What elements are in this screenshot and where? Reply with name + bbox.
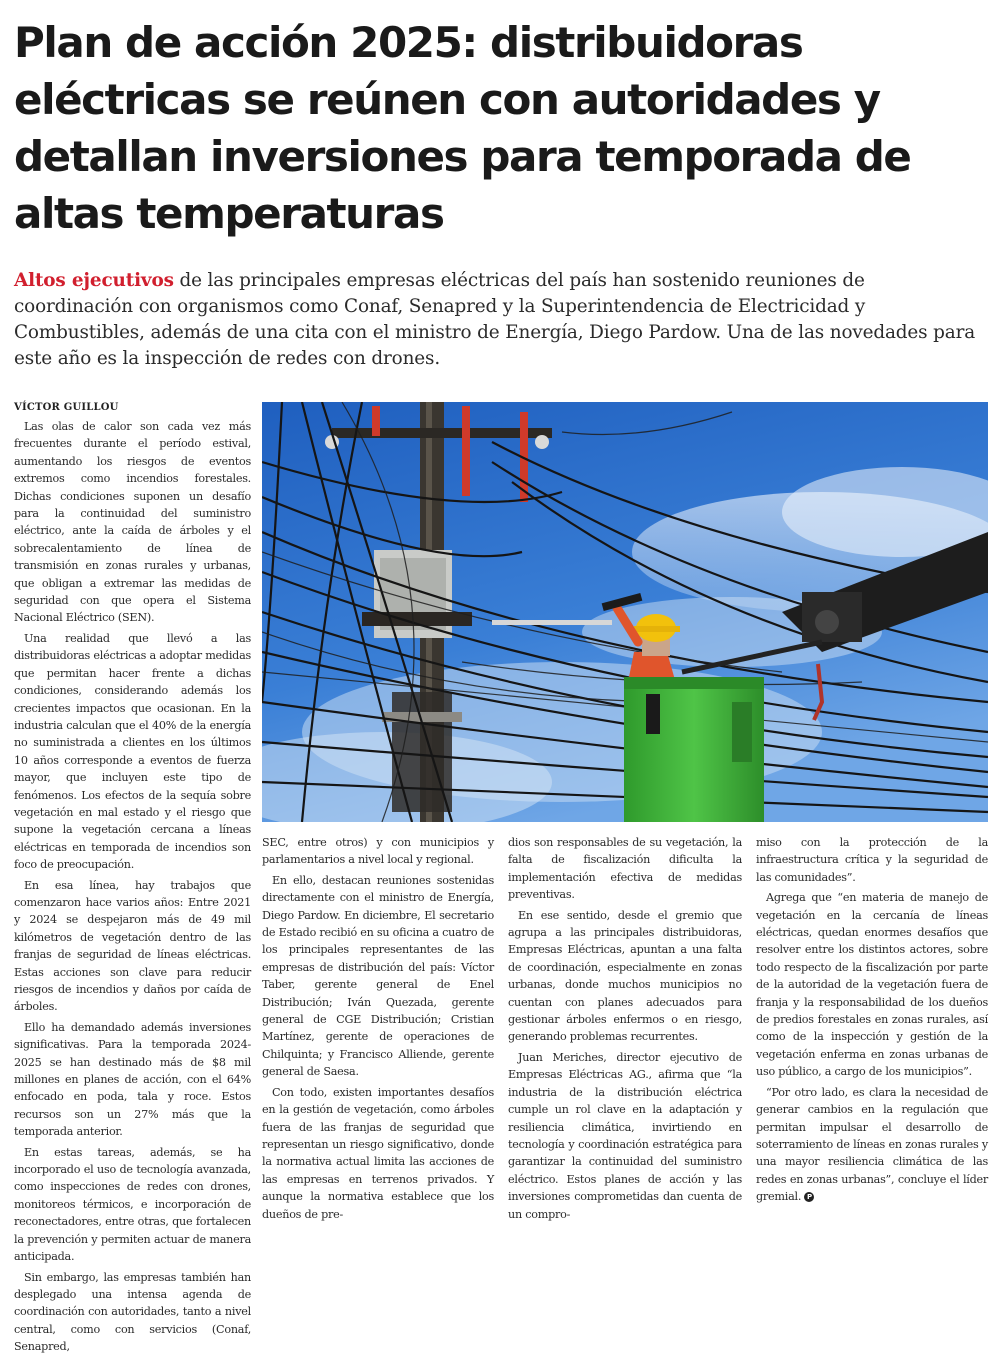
paragraph: Agrega que “en materia de manejo de vegetación en la cercanía de líneas eléctricas, quedan enormes desafíos que resolver entre los distintos actores, sobre todo respecto de la fiscalización por parte de la autoridad de la vegetación fuera de franja y la responsabilidad de los dueños de predios forestales en zonas rurales, así como de la inspección y gestión de la vegetación enferma en zonas urbanas de uso público, a cargo de los municipios”. [756,891,988,1079]
paragraph [756,1084,988,1206]
paragraph: dios son responsables de su vegetación, la falta de fiscalización dificulta la implementación efectiva de medidas preventivas. [508,836,742,902]
paragraph-text: “Por otro lado, es clara la necesidad de generar cambios en la regulación que permitan impulsar el desarrollo de soterramiento de líneas en zonas rurales y una mayor resiliencia climática de las redes en zonas urbanas”, concluye el líder gremial. [756,1085,988,1204]
paragraph: miso con la protección de la infraestructura crítica y la seguridad de las comunidades”. [756,836,988,884]
paragraph: En estas tareas, además, se ha incorporado el uso de tecnología avanzada, como inspecciones de redes con drones, monitoreos térmicos, e incorporación de reconectadores, entre otras, que fortalecen la prevención y permiten actuar de manera anticipada. [14,1145,251,1264]
article-column-2 [262,834,494,1226]
paragraph: Las olas de calor son cada vez más frecuentes durante el período estival, aumentando los riesgos de eventos extremos como incendios forestales. Dichas condiciones suponen un desafío para la continuidad del suministro eléctrico, ante la caída de árboles y el sobrecalentamiento de línea de transmisión en zonas rurales y urbanas, que obligan a extremar las medidas de seguridad con que opera el Sistema Nacional Eléctrico (SEN). [14,420,251,625]
lead-text: de las principales empresas eléctricas del país han sostenido reuniones de coordinación con organismos como Conaf, Senapred y la Superintendencia de Electricidad y Combustibles, además de una cita con el ministro de Energía, Diego Pardow. Una de las novedades para este año es la inspección de redes con drones. [14,270,976,369]
lineman-photo [262,402,988,822]
paragraph: En ello, destacan reuniones sostenidas directamente con el ministro de Energía, Diego Pardow. En diciembre, El secretario de Estado recibió en su oficina a cuatro de los principales representantes de las empresas de distribución del país: Víctor Taber, gerente general de Enel Distribución; Iván Quezada, gerente general de CGE Distribución; Cristian Martínez, gerente de operaciones de Chilquinta; y Francisco Alliende, gerente general de Saesa. [262,873,494,1079]
article-column-1 [14,418,251,1359]
end-of-article-icon: P [804,1192,814,1202]
paragraph: En ese sentido, desde el gremio que agrupa a las principales distribuidoras, Empresas Eléctricas, apuntan a una falta de coordinación, especialmente en zonas urbanas, donde muchos municipios no cuentan con planes adecuados para gestionar árboles enfermos o en riesgo, generando problemas recurrentes. [508,908,742,1044]
paragraph: Ello ha demandado además inversiones significativas. Para la temporada 2024- 2025 se han destinado más de $8 mil millones en planes de acción, con el 64% enfocado en poda, tala y roce. Estos recursos son un 27% más que la temporada anterior. [14,1020,251,1139]
lead-kicker: Altos ejecutivos [14,270,174,291]
paragraph: Sin embargo, las empresas también han desplegado una intensa agenda de coordinación con autoridades, tanto a nivel central, como con servicios (Conaf, Senapred, [14,1270,251,1354]
paragraph: SEC, entre otros) y con municipios y parlamentarios a nivel local y regional. [262,836,494,867]
lead-paragraph [14,268,989,372]
paragraph: Con todo, existen importantes desafíos en la gestión de vegetación, como árboles fuera de las franjas de seguridad que representan un riesgo significativo, donde la normativa actual limita las acciones de las empresas en terrenos privados. Y aunque la normativa establece que los dueños de pre- [262,1085,494,1221]
article-column-4 [756,834,988,1209]
byline: VÍCTOR GUILLOU [14,402,119,413]
paragraph: Una realidad que llevó a las distribuidoras eléctricas a adoptar medidas que permitan hacer frente a dichas condiciones, considerando además los crecientes impactos que ocasionan. En la industria calculan que el 40% de la energía no suministrada a clientes en los últimos 10 años corresponde a eventos de fuerza mayor, que incluyen este tipo de fenómenos. Los efectos de la sequía sobre vegetación en mal estado y el riesgo que supone la vegetación cercana a líneas eléctricas en temporada de incendios son foco de preocupación. [14,631,251,872]
paragraph: En esa línea, hay trabajos que comenzaron hace varios años: Entre 2021 y 2024 se despejaron más de 49 mil kilómetros de vegetación dentro de las franjas de seguridad de líneas eléctricas. Estas acciones son clave para reducir riesgos de incendios y daños por caída de árboles. [14,878,251,1014]
paragraph: Juan Meriches, director ejecutivo de Empresas Eléctricas AG., afirma que “la industria de la distribución eléctrica cumple un rol clave en la adaptación y resiliencia climática, invirtiendo en tecnología y coordinación estratégica para garantizar la continuidad del suministro eléctrico. Estos planes de acción y las inversiones comprometidas dan cuenta de un compro- [508,1050,742,1221]
headline: Plan de acción 2025: distribuidoras eléctricas se reúnen con autoridades y detallan inversiones para temporada de altas temperaturas [14,18,911,238]
article-column-3 [508,834,742,1226]
